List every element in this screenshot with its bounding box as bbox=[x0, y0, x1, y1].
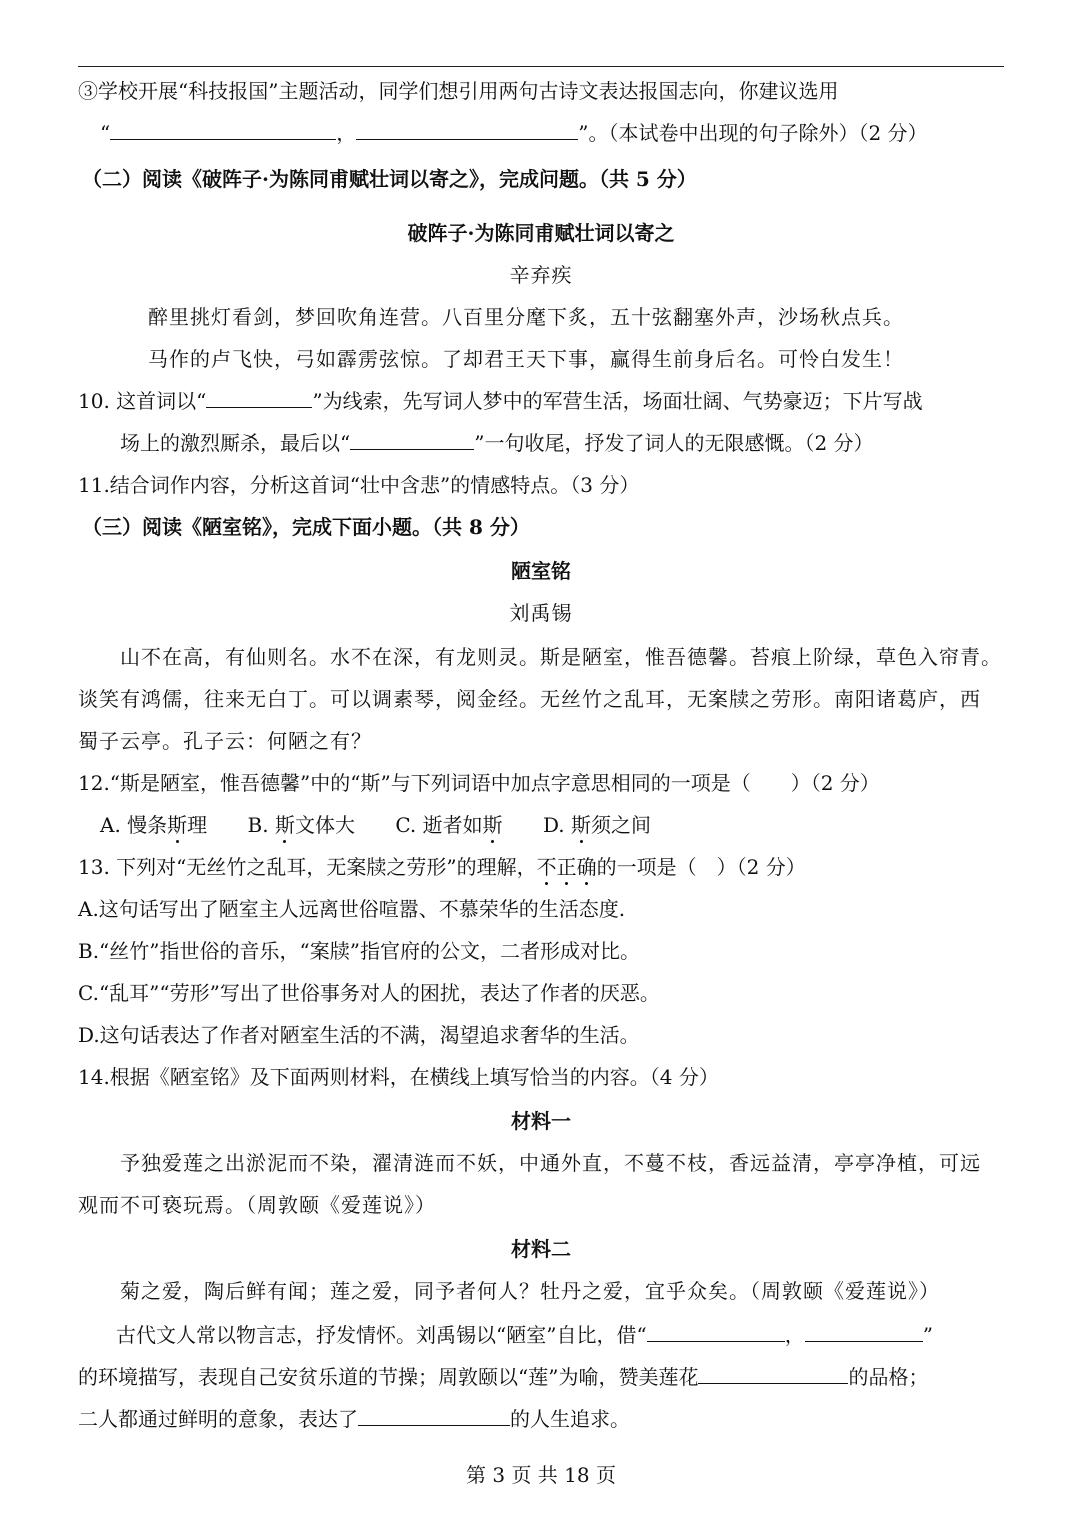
q14-blank-3[interactable] bbox=[698, 1363, 848, 1384]
text-title: 陋室铭 bbox=[511, 559, 571, 583]
exam-page bbox=[78, 0, 1004, 1527]
material-1-para-1: 予独爱莲之出淤泥而不染，濯清涟而不妖，中通外直，不蔓不枝，香远益清，亭亭净植，可远 bbox=[120, 1151, 981, 1175]
q14-blank-1[interactable] bbox=[647, 1321, 785, 1342]
q13-option-c[interactable]: C.“乱耳”“劳形”写出了世俗事务对人的困扰，表达了作者的厌恶。 bbox=[78, 981, 660, 1005]
q14-blank-4[interactable] bbox=[358, 1405, 510, 1426]
q13-option-a[interactable]: A.这句话写出了陋室主人远离世俗喧嚣、不慕荣华的生活态度. bbox=[78, 897, 626, 921]
q13-option-b[interactable]: B.“丝竹”指世俗的音乐，“案牍”指官府的公文，二者形成对比。 bbox=[78, 939, 640, 963]
section2-heading: （二）阅读《破阵子·为陈同甫赋壮词以寄之》，完成问题。（共 5 分） bbox=[82, 167, 697, 191]
q10-line1: 10. 这首词以“ ”为线索，先写词人梦中的军营生活，场面壮阔、气势豪迈；下片写战 bbox=[78, 389, 923, 413]
q9-3-line2: “ ， ”。（本试卷中出现的句子除外）（2 分） bbox=[100, 121, 928, 145]
q12-options bbox=[100, 810, 651, 840]
text-para-2: 谈笑有鸿儒，往来无白丁。可以调素琴，阅金经。无丝竹之乱耳，无案牍之劳形。南阳诸葛庐，西 bbox=[78, 687, 981, 711]
q12-option-c[interactable]: C. 逝者如斯 bbox=[395, 813, 503, 837]
q14: 14.根据《陋室铭》及下面两则材料，在横线上填写恰当的内容。（4 分） bbox=[78, 1065, 719, 1089]
section3-heading: （三）阅读《陋室铭》，完成下面小题。（共 8 分） bbox=[82, 515, 530, 539]
header-rule bbox=[78, 66, 1004, 67]
q13: 13. 下列对“无丝竹之乱耳，无案牍之劳形”的理解，不正确的一项是（ ）（2 分） bbox=[78, 855, 806, 879]
q12-option-d[interactable]: D. 斯须之间 bbox=[542, 813, 652, 837]
q10-blank-1[interactable] bbox=[206, 387, 312, 408]
text-para-3: 蜀子云亭。孔子云：何陋之有？ bbox=[78, 729, 372, 753]
q10-line2: 场上的激烈厮杀，最后以“ ”一句收尾，抒发了词人的无限感慨。（2 分） bbox=[120, 431, 874, 455]
q11: 11.结合词作内容，分析这首词“壮中含悲”的情感特点。（3 分） bbox=[78, 473, 640, 497]
q14-blank-2[interactable] bbox=[805, 1321, 923, 1342]
q13-option-d[interactable]: D.这句话表达了作者对陋室生活的不满，渴望追求奢华的生活。 bbox=[78, 1023, 640, 1047]
answer-blank-1[interactable] bbox=[110, 119, 336, 140]
poem-author: 辛弃疾 bbox=[509, 263, 573, 287]
material-2-para-1: 菊之爱，陶后鲜有闻；莲之爱，同予者何人？牡丹之爱，宜乎众矣。（周敦颐《爱莲说》） bbox=[120, 1279, 940, 1303]
answer-blank-2[interactable] bbox=[356, 119, 578, 140]
poem-line-2: 马作的卢飞快，弓如霹雳弦惊。了却君王天下事，赢得生前身后名。可怜白发生！ bbox=[148, 347, 904, 371]
q14-fill-line2: 的环境描写，表现自己安贫乐道的节操；周敦颐以“莲”为喻，赞美莲花 的品格； bbox=[78, 1365, 929, 1389]
q12-option-a[interactable]: A. 慢条斯理 bbox=[100, 813, 208, 837]
text-para-1: 山不在高，有仙则名。水不在深，有龙则灵。斯是陋室，惟吾德馨。苔痕上阶绿，草色入帘青。 bbox=[120, 645, 1002, 669]
q9-3-line1: ③学校开展“科技报国”主题活动，同学们想引用两句古诗文表达报国志向，你建议选用 bbox=[78, 79, 839, 103]
material-2-title: 材料二 bbox=[511, 1237, 571, 1261]
q12-option-b[interactable]: B. 斯文体大 bbox=[247, 813, 355, 837]
q14-fill-line1: 古代文人常以物言志，抒发情怀。刘禹锡以“陋室”自比，借“ ， ” bbox=[116, 1323, 933, 1347]
q14-fill-line3: 二人都通过鲜明的意象，表达了 的人生追求。 bbox=[78, 1407, 630, 1431]
page-footer: 第 3 页 共 18 页 bbox=[466, 1463, 616, 1487]
q12: 12.“斯是陋室，惟吾德馨”中的“斯”与下列词语中加点字意思相同的一项是（ ）（2 分） bbox=[78, 771, 880, 795]
q10-blank-2[interactable] bbox=[350, 429, 474, 450]
poem-title: 破阵子·为陈同甫赋壮词以寄之 bbox=[407, 221, 675, 245]
material-1-para-2: 观而不可亵玩焉。（周敦颐《爱莲说》） bbox=[78, 1193, 436, 1217]
material-1-title: 材料一 bbox=[511, 1109, 571, 1133]
poem-line-1: 醉里挑灯看剑，梦回吹角连营。八百里分麾下炙，五十弦翻塞外声，沙场秋点兵。 bbox=[148, 305, 904, 329]
text-author: 刘禹锡 bbox=[509, 601, 573, 625]
